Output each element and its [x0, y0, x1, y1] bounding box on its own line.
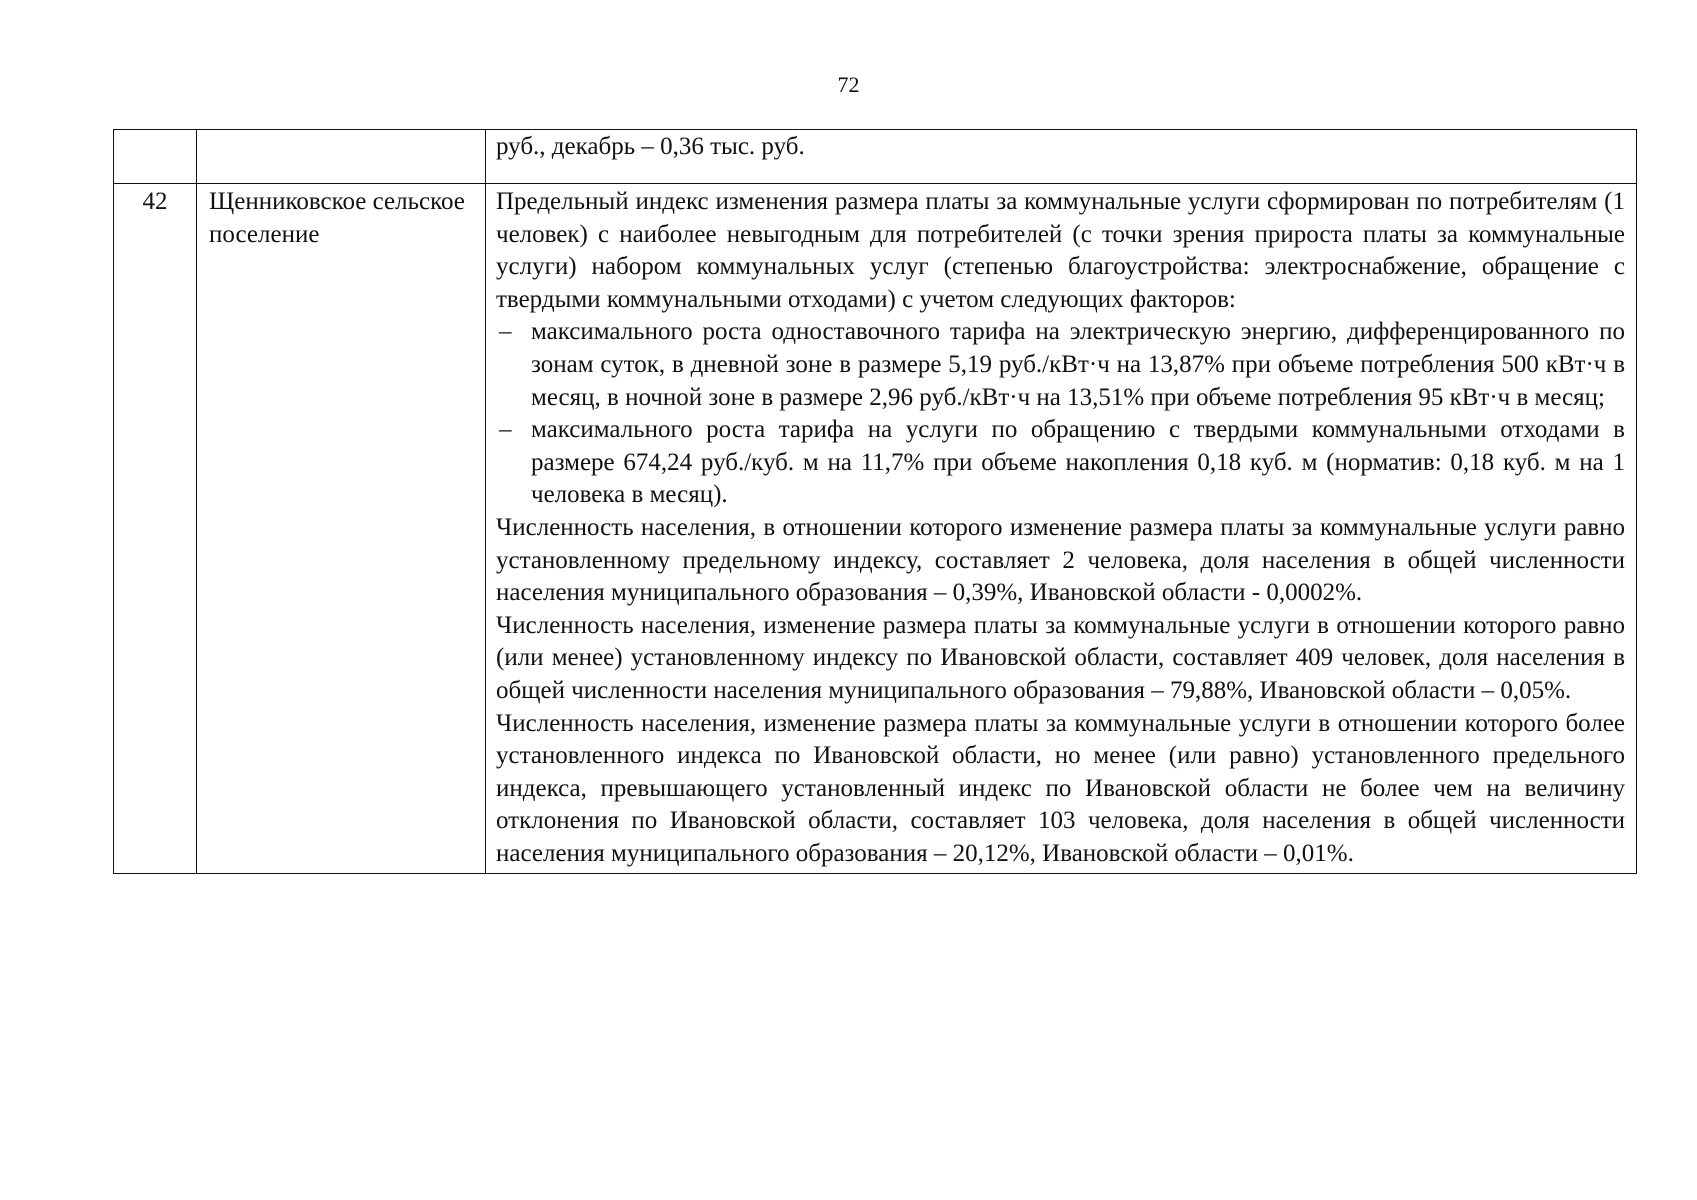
- list-item: [496, 316, 1625, 414]
- population-paragraph: Численность населения, в отношении которого изменение размера платы за коммунальные услуги равно установленному предельному индексу, составляет 2 человека, доля населения в общей численности населения муниципального образования – 0,39%, Ивановской области - 0,0002%.: [496, 513, 1625, 607]
- population-paragraph: Численность населения, изменение размера платы за коммунальные услуги в отношении которого более установленного индекса по Ивановской области, но менее (или равно) установленного предельного индекса, превышающего установленный индекс по Ивановской области не более чем на величину отклонения по Ивановской области, составляет 103 человека, доля населения в общей численности населения муниципального образования – 20,12%, Ивановской области – 0,01%.: [496, 709, 1625, 867]
- list-item: [496, 414, 1625, 512]
- row-number-cell: 42: [114, 184, 197, 874]
- description-cell: [486, 184, 1637, 874]
- factor-text: максимального роста одноставочного тарифа на электрическую энергию, дифференцированного по зонам суток, в дневной зоне в размере 5,19 руб./кВт·ч на 13,87% при объеме потребления 500 кВт·ч в месяц, в ночной зоне в размере 2,96 руб./кВт·ч на 13,51% при объеме потребления 95 кВт·ч в месяц;: [531, 318, 1625, 411]
- table-row: [114, 130, 1637, 184]
- dash-bullet: –: [499, 416, 512, 444]
- continued-paragraph: руб., декабрь – 0,36 тыс. руб.: [496, 133, 805, 160]
- population-paragraph: Численность населения, изменение размера платы за коммунальные услуги в отношении которого равно (или менее) установленному индексу по Ивановской области, составляет 409 человек, доля населения в общей численности населения муниципального образования – 79,88%, Ивановской области – 0,05%.: [496, 611, 1625, 704]
- municipal-index-table: [113, 129, 1637, 874]
- municipality-name-cell: Щенниковское сельское поселение: [197, 184, 486, 874]
- page-number: 72: [837, 72, 860, 97]
- factors-list: [496, 316, 1625, 512]
- row-number-cell: [114, 130, 197, 184]
- table-row: [114, 184, 1637, 874]
- continued-text-cell: [486, 130, 1637, 184]
- municipality-name-cell: [197, 130, 486, 184]
- factor-text: максимального роста тарифа на услуги по обращению с твердыми коммунальными отходами в размере 674,24 руб./куб. м на 11,7% при объеме накопления 0,18 куб. м (норматив: 0,18 куб. м на 1 человека в месяц).: [531, 416, 1625, 509]
- intro-paragraph: Предельный индекс изменения размера платы за коммунальные услуги сформирован по потребителям (1 человек) с наиболее невыгодным для потребителей (с точки зрения прироста платы за коммунальные услуги) набором коммунальных услуг (степенью благоустройства: электроснабжение, обращение с твердыми коммунальными отходами) с учетом следующих факторов:: [496, 188, 1625, 313]
- dash-bullet: –: [499, 318, 512, 346]
